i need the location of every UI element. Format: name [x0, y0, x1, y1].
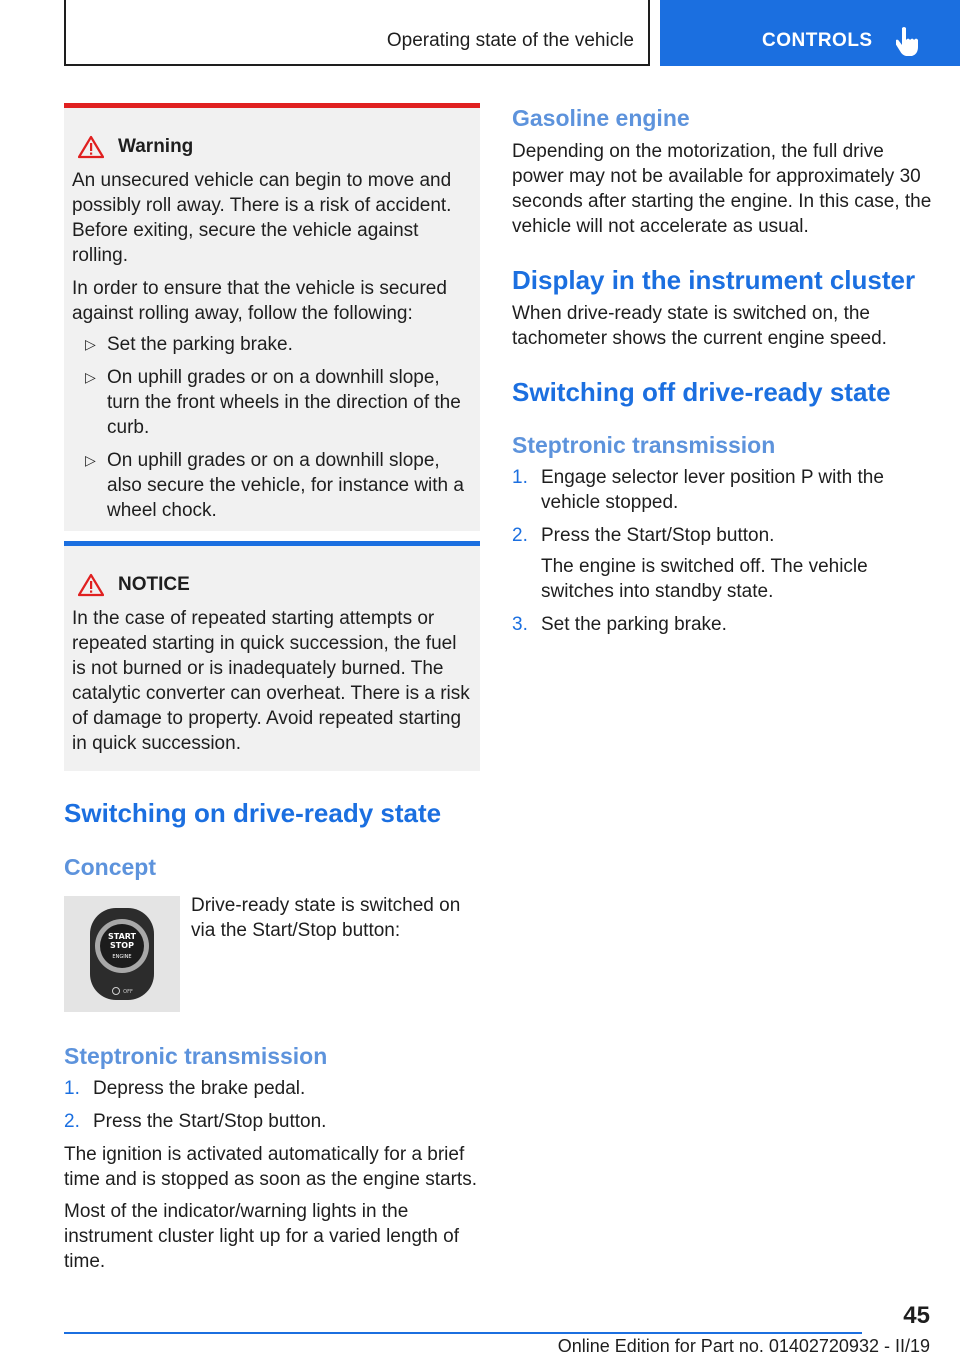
- triangle-bullet-icon: ▷: [85, 452, 96, 468]
- list-item: 1. Depress the brake pedal.: [64, 1078, 306, 1099]
- warning-title: Warning: [78, 134, 472, 160]
- ignition-paragraph: The ignition is activated automatically for a brief time and is stopped as soon as the engine starts.: [64, 1144, 477, 1190]
- heading-switching-off: Switching off drive-ready state: [512, 377, 891, 407]
- steps-off-list: [512, 465, 932, 645]
- warning-paragraph: In order to ensure that the vehicle is secured against rolling away, follow the following:: [72, 278, 447, 324]
- concept-text: Drive-ready state is switched on via the Start/Stop button:: [191, 895, 461, 941]
- notice-box: [64, 541, 480, 771]
- list-item: 2. Press the Start/Stop button. The engine is switched off. The vehicle switches into standby state.: [512, 523, 932, 604]
- notice-title: NOTICE: [78, 572, 472, 598]
- display-text: When drive-ready state is switched on, the tachometer shows the current engine speed.: [512, 303, 887, 349]
- button-label-stop: STOP: [110, 941, 134, 950]
- heading-steptronic-left: Steptronic transmission: [64, 1043, 328, 1069]
- button-label-start: START: [107, 932, 137, 941]
- list-item: 2. Press the Start/Stop button.: [64, 1111, 327, 1132]
- steps-on-list: [64, 1076, 480, 1142]
- heading-concept: Concept: [64, 854, 156, 880]
- list-item: ▷ On uphill grades or on a downhill slope, also secure the vehicle, for instance with a wheel chock.: [85, 450, 464, 521]
- gasoline-text: Depending on the motorization, the full drive power may not be available for approximately 30 seconds after starting the engine. In this case, the vehicle will not accelerate as usual.: [512, 141, 932, 237]
- button-label-off: OFF: [123, 989, 133, 995]
- edition-text: Online Edition for Part no. 01402720932 - II/19: [557, 1336, 930, 1356]
- header-chapter-tab: [660, 0, 960, 66]
- list-item: ▷ On uphill grades or on a downhill slope, turn the front wheels in the direction of the curb.: [85, 367, 461, 438]
- page-number: 45: [903, 1302, 930, 1329]
- warning-triangle-icon: [78, 573, 104, 597]
- triangle-bullet-icon: ▷: [85, 369, 96, 385]
- start-stop-button-image: [64, 896, 180, 1012]
- heading-display: Display in the instrument cluster: [512, 265, 916, 295]
- header-section-tab: [64, 0, 650, 66]
- heading-gasoline: Gasoline engine: [512, 105, 690, 131]
- step-subtext: The engine is switched off. The vehicle switches into standby state.: [541, 556, 868, 602]
- lights-paragraph: Most of the indicator/warning lights in the instrument cluster light up for a varied length of time.: [64, 1201, 459, 1272]
- heading-steptronic-right: Steptronic transmission: [512, 432, 776, 458]
- list-item: 3. Set the parking brake.: [512, 614, 727, 635]
- notice-text: In the case of repeated starting attempts or repeated starting in quick succession, the fuel is not burned or is inadequately burned. The catalytic converter can overheat. There is a risk of damage to property. Avoid repeated starting in quick succession.: [72, 608, 470, 754]
- list-item: 1. Engage selector lever position P with the vehicle stopped.: [512, 467, 884, 513]
- warning-triangle-icon: [78, 135, 104, 159]
- footer-divider: [64, 1332, 862, 1334]
- pointing-hand-icon: [896, 26, 922, 56]
- section-title: Operating state of the vehicle: [386, 30, 634, 51]
- button-label-engine: ENGINE: [112, 954, 132, 960]
- triangle-bullet-icon: ▷: [85, 336, 96, 352]
- chapter-title: CONTROLS: [762, 30, 873, 51]
- list-item: ▷ Set the parking brake.: [85, 334, 293, 355]
- warning-paragraph: An unsecured vehicle can begin to move and possibly roll away. There is a risk of accident. Before exiting, secure the vehicle against rolling.: [72, 170, 452, 266]
- heading-switching-on: Switching on drive-ready state: [64, 798, 442, 828]
- warning-bullet-list: [72, 332, 472, 523]
- warning-box: [64, 103, 480, 531]
